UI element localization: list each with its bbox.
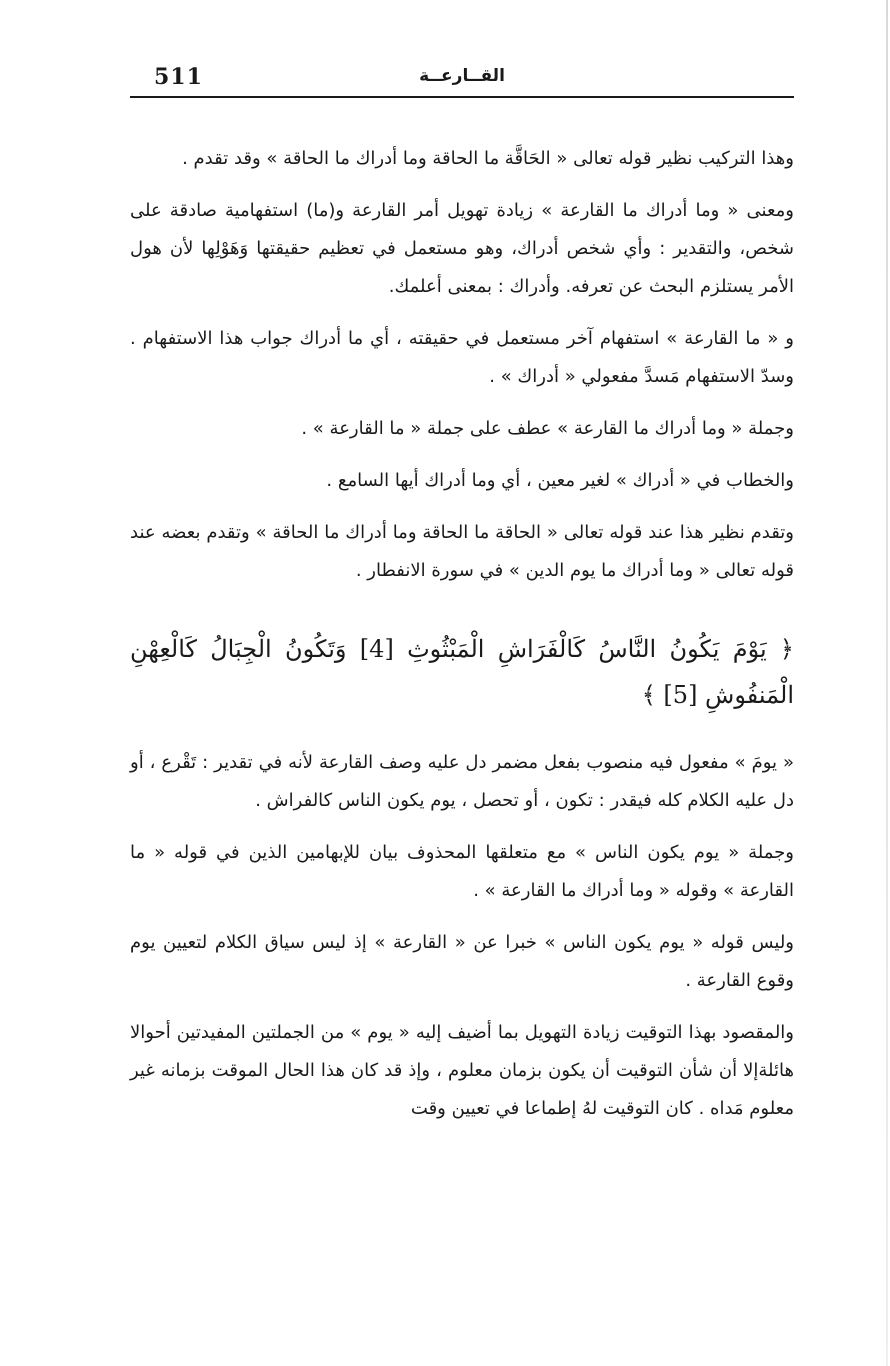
- paragraph: وجملة « يوم يكون الناس » مع متعلقها المحذوف بيان للإبهامين الذين في قوله « ما القارعة » وقوله « وما أدراك ما القارعة » .: [130, 842, 794, 901]
- paragraph: ومعنى « وما أدراك ما القارعة » زيادة تهويل أمر القارعة و(ما) استفهامية صادقة على شخص، والتقدير : وأي شخص أدراك، وهو مستعمل في تعظيم حقيقتها وَهَوْلِها لأن هول الأمر يستلزم البحث عن تعرفه. وأدراك : بمعنى أعلمك.: [130, 200, 794, 297]
- quran-verse: ﴿ يَوْمَ يَكُونُ النَّاسُ كَالْفَرَاشِ الْمَبْثُوثِ [4] وَتَكُونُ الْجِبَالُ كَالْعِهْنِ الْمَنفُوشِ [5] ﴾: [130, 635, 794, 709]
- paragraph: وتقدم نظير هذا عند قوله تعالى « الحاقة ما الحاقة وما أدراك ما الحاقة » وتقدم بعضه عند قوله تعالى « وما أدراك ما يوم الدين » في سورة الانفطار .: [130, 522, 794, 581]
- paragraph: والخطاب في « أدراك » لغير معين ، أي وما أدراك أيها السامع .: [326, 470, 794, 491]
- paragraph: والمقصود بهذا التوقيت زيادة التهويل بما أضيف إليه « يوم » من الجملتين المفيدتين أحوالا هائلةإلا أن شأن التوقيت أن يكون بزمان معلوم ، وإذ قد كان هذا الحال الموقت بزمانه غير معلوم مَداه . كان التوقيت لهُ إطماعا في تعيين وقت: [130, 1022, 794, 1119]
- paragraph: « يومَ » مفعول فيه منصوب بفعل مضمر دل عليه وصف القارعة لأنه في تقدير : تَقْرع ، أو دل عليه الكلام كله فيقدر : تكون ، أو تحصل ، يوم يكون الناس كالفراش .: [130, 752, 794, 811]
- page-number: 511: [154, 64, 203, 90]
- paragraph: وجملة « وما أدراك ما القارعة » عطف على جملة « ما القارعة » .: [301, 418, 794, 439]
- running-header: [130, 62, 794, 98]
- paragraph: وهذا التركيب نظير قوله تعالى « الحَاقَّة ما الحاقة وما أدراك ما الحاقة » وقد تقدم .: [182, 148, 794, 169]
- paragraph: و « ما القارعة » استفهام آخر مستعمل في حقيقته ، أي ما أدراك جواب هذا الاستفهام . وسدّ الاستفهام مَسدَّ مفعولي « أدراك » .: [130, 328, 794, 387]
- paragraph: وليس قوله « يوم يكون الناس » خبرا عن « القارعة » إذ ليس سياق الكلام لتعيين يوم وقوع القارعة .: [130, 932, 794, 991]
- surah-title: القــارعــة: [419, 66, 505, 86]
- page-body: [130, 140, 794, 1142]
- page-edge-shadow: [886, 0, 888, 1366]
